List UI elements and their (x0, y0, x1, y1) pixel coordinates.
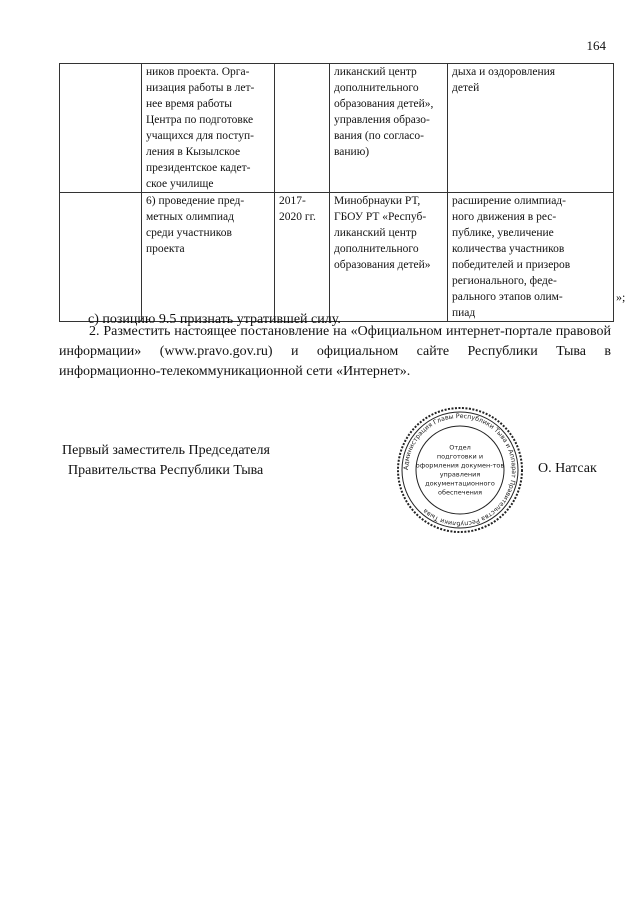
paragraph-item-c: с) позицию 9.5 признать утратившей силу. (88, 312, 341, 327)
table-row (60, 64, 614, 193)
signer-title-line1: Первый заместитель Председателя (62, 443, 270, 458)
stamp-inner-line: подготовки и (436, 452, 484, 461)
page-number: 164 (586, 38, 606, 53)
stamp-ring-text: Администрация Главы Республики Тыва и Аппарат Правительства Республики Тыва (402, 412, 518, 528)
table-cell: дыха и оздоровления детей (448, 64, 614, 193)
table-row (60, 193, 614, 322)
measures-table (59, 63, 614, 322)
paragraph-item-2: 2. Разместить настоящее постановление на «Официальном интернет-портале правовой информации» (www.pravo.gov.ru) и официальном сайте Республики Тыва в информационно-телекоммуникационной сети «Интернет». (59, 324, 611, 379)
table-cell (275, 64, 330, 193)
signer-title (62, 441, 270, 481)
table-cell: 6) проведение пред- метных олимпиад среди участников проекта (142, 193, 275, 322)
table-cell: 2017- 2020 гг. (275, 193, 330, 322)
stamp-inner-line: управления (439, 470, 481, 479)
table-cell (60, 193, 142, 322)
stamp-inner-line: обеспечения (437, 488, 483, 497)
stamp-inner-line: Отдел (449, 443, 471, 452)
stamp-inner-line: документационного (425, 479, 495, 488)
signer-title-line2: Правительства Республики Тыва (68, 463, 264, 478)
official-stamp (396, 406, 524, 534)
table-cell: ликанский центр дополнительного образования детей», управления образо- вания (по согласо- ванию) (330, 64, 448, 193)
table-cell: Минобрнауки РТ, ГБОУ РТ «Респуб- ликанский центр дополнительного образования детей» (330, 193, 448, 322)
stamp-inner-line: оформления докумен-тов (415, 461, 505, 470)
stamp-inner-text (416, 444, 505, 497)
closing-quote: »; (616, 290, 626, 304)
signer-name: О. Натсак (538, 461, 597, 476)
table-cell: ников проекта. Орга- низация работы в лет- нее время работы Центра по подготовке учащихся для поступ- ления в Кызылское президентское кадет- ское училище (142, 64, 275, 193)
table-cell (60, 64, 142, 193)
table-cell: расширение олимпиад- ного движения в рес- публике, увеличение количества участников победителей и призеров регионального, феде- рального этапов олим- пиад (448, 193, 614, 322)
